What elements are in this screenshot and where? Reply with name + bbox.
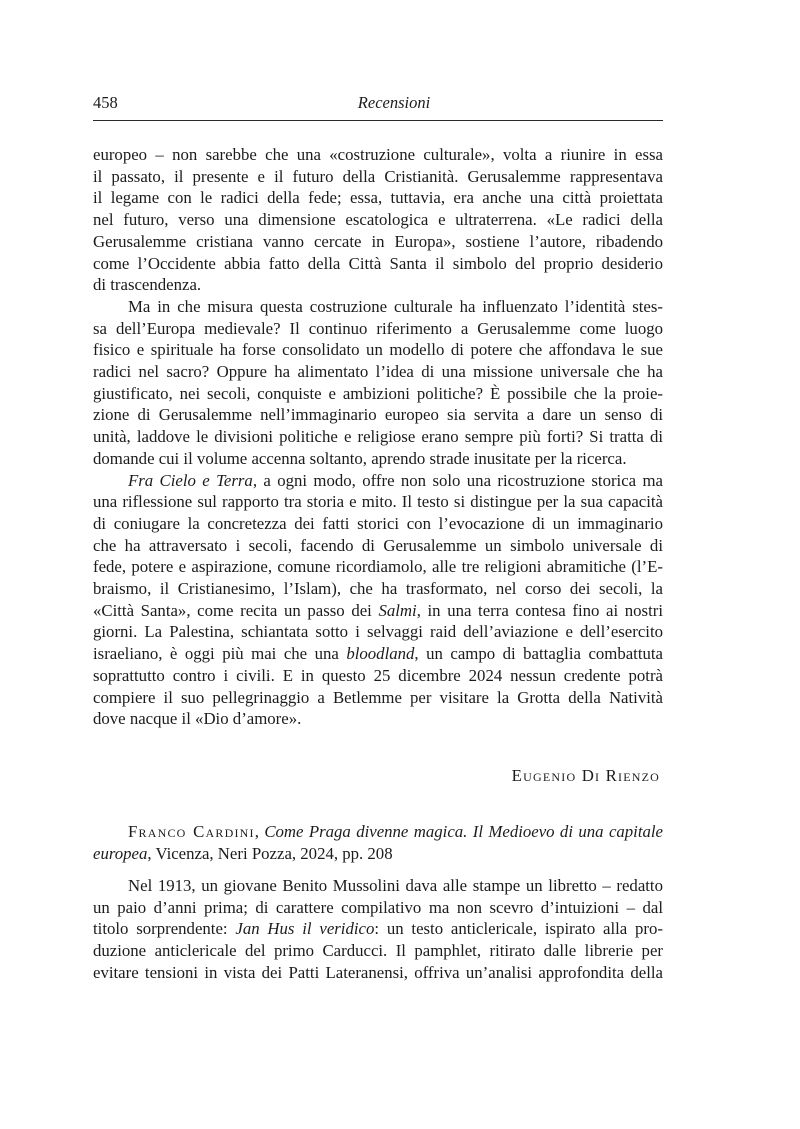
text-line: compiere il suo pellegrinaggio a Betlemme per visitare la Grotta della Natività bbox=[93, 687, 663, 707]
text-line: domande cui il volume accenna soltanto, aprendo strade inusitate per la ricerca. bbox=[93, 448, 627, 468]
text-line: duzione anticlericale del primo Carducci. Il pamphlet, ritirato dalle librerie per bbox=[93, 941, 663, 961]
text-run: «Città Santa», come recita un passo dei bbox=[93, 600, 379, 620]
text-run: : un testo anticlericale, ispirato alla pro- bbox=[374, 919, 663, 939]
review-author-signature: Eugenio Di Rienzo bbox=[511, 766, 660, 785]
header-rule bbox=[93, 120, 663, 121]
text-line: giorni. La Palestina, schiantata sotto i selvaggi raid dell’aviazione e dell’esercito bbox=[93, 622, 663, 642]
text-line: zione di Gerusalemme nell’immaginario europeo sia servita a dare un senso di bbox=[93, 405, 663, 425]
text-line: il passato, il presente e il futuro della Cristianità. Gerusalemme rappresentava bbox=[93, 166, 663, 186]
text-line: fisico e spirituale ha forse consolidato un modello di potere che affondava le sue bbox=[93, 340, 663, 360]
text-line: braismo, il Cristianesimo, l’Islam), che ha trasformato, nel corso dei secoli, la bbox=[93, 579, 663, 599]
text-line bbox=[93, 821, 663, 843]
book-citation-heading bbox=[93, 821, 663, 864]
text-line: Ma in che misura questa costruzione culturale ha influenzato l’identità stes- bbox=[128, 296, 663, 316]
text-run: , Vicenza, Neri Pozza, 2024, pp. 208 bbox=[147, 843, 393, 863]
text-line bbox=[93, 843, 663, 865]
paragraph bbox=[93, 144, 663, 296]
review-body bbox=[93, 875, 663, 984]
text-line: sa dell’Europa medievale? Il continuo riferimento a Gerusalemme come luogo bbox=[93, 318, 663, 338]
text-line: una riflessione sul rapporto tra storia e mito. Il testo si distingue per la sua capacità bbox=[93, 492, 663, 512]
text-line: fede, potere e aspirazione, comune ricordiamolo, alle tre religioni abramitiche (l’E- bbox=[93, 557, 663, 577]
italic-text: bloodland bbox=[346, 644, 415, 664]
text-line: un paio d’anni prima; di carattere compilativo ma non scevro d’intuizioni – dal bbox=[93, 897, 663, 917]
text-run: , in una terra contesa fino ai nostri bbox=[416, 600, 663, 620]
paragraph bbox=[93, 875, 663, 984]
running-title: Recensioni bbox=[357, 93, 431, 112]
small-caps-text: Franco Cardini bbox=[128, 822, 255, 841]
text-run: titolo sorprendente: bbox=[93, 919, 236, 939]
paragraph bbox=[93, 470, 663, 730]
text-line bbox=[93, 470, 663, 492]
italic-text: Come Praga divenne magica. Il Medioevo di una capitale bbox=[264, 822, 663, 841]
text-line: Nel 1913, un giovane Benito Mussolini dava alle stampe un libretto – redatto bbox=[128, 876, 663, 895]
text-run: israeliano, è oggi più mai che una bbox=[93, 644, 347, 664]
text-line: Gerusalemme cristiana vanno cercate in Europa», sostiene l’autore, ribadendo bbox=[93, 231, 663, 251]
text-line: giustificato, nei secoli, conquiste e ambizioni politiche? È possibile che la proie- bbox=[93, 383, 663, 403]
page-number: 458 bbox=[93, 93, 118, 112]
text-line bbox=[93, 600, 663, 622]
text-line: dove nacque il «Dio d’amore». bbox=[93, 709, 302, 729]
text-run: , a ogni modo, offre non solo una ricostruzione storica ma bbox=[252, 470, 663, 490]
review-body bbox=[93, 144, 663, 730]
text-line: nel futuro, verso una dimensione escatologica e ultraterrena. «Le radici della bbox=[93, 210, 663, 230]
text-line: europeo – non sarebbe che una «costruzione culturale», volta a riunire in essa bbox=[93, 145, 663, 164]
italic-text: Salmi bbox=[378, 600, 417, 620]
text-line: il legame con le radici della fede; essa, tuttavia, era anche una città proiettata bbox=[93, 188, 663, 208]
running-head bbox=[93, 93, 663, 113]
text-line: radici nel sacro? Oppure ha alimentato l’idea di una missione universale che ha bbox=[93, 362, 663, 382]
italic-text: Jan Hus il veridico bbox=[235, 919, 375, 939]
text-line: come l’Occidente abbia fatto della Città Santa il simbolo del proprio desiderio bbox=[93, 253, 663, 273]
text-line bbox=[93, 918, 663, 940]
text-line: di coniugare la concretezza dei fatti storici con l’evocazione di un immaginario bbox=[93, 513, 663, 533]
text-line bbox=[93, 643, 663, 665]
italic-text: Fra Cielo e Terra bbox=[128, 470, 253, 490]
paragraph bbox=[93, 296, 663, 470]
text-line: che ha attraversato i secoli, facendo di Gerusalemme un simbolo universale di bbox=[93, 535, 663, 555]
text-run: , un campo di battaglia combattuta bbox=[414, 644, 663, 664]
text-line: di trascendenza. bbox=[93, 275, 202, 295]
text-line: unità, laddove le divisioni politiche e religiose erano sempre più forti? Si tratta di bbox=[93, 427, 663, 447]
text-line: soprattutto contro i civili. E in questo 25 dicembre 2024 nessun credente potrà bbox=[93, 665, 663, 685]
text-line: evitare tensioni in vista dei Patti Lateranensi, offriva un’analisi approfondita della bbox=[93, 962, 663, 982]
italic-text: europea bbox=[93, 843, 148, 863]
text-run: , bbox=[254, 822, 265, 841]
